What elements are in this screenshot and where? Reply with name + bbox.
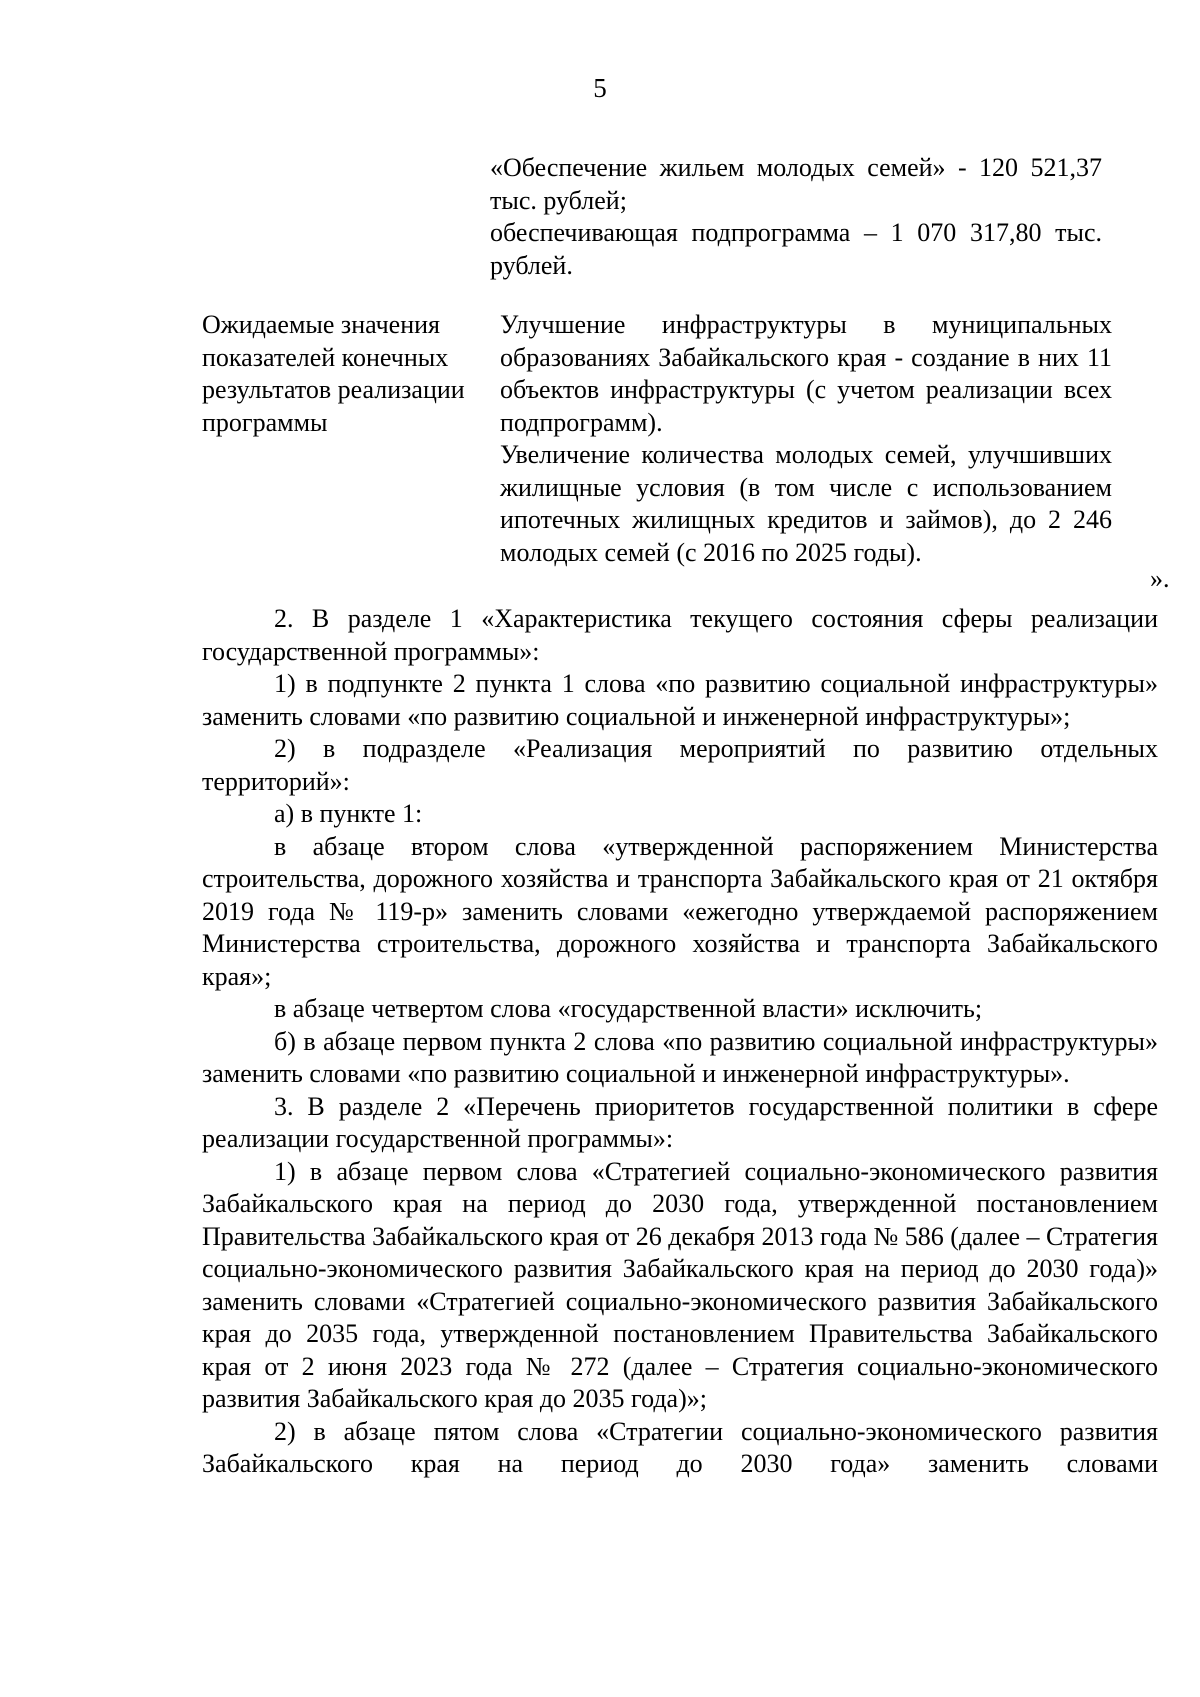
paragraph: б) в абзаце первом пункта 2 слова «по развитию социальной инфраструктуры» заменить словами «по развитию социальной и инженерной инфраструктуры». [202,1026,1158,1088]
paragraph: 2) в подразделе «Реализация мероприятий по развитию отдельных территорий»: [202,734,1158,796]
paragraph: 3. В разделе 2 «Перечень приоритетов государственной политики в сфере реализации государственной программы»: [202,1091,1158,1153]
funding-row [202,152,1112,282]
paragraph: в абзаце четвертом слова «государственной власти» исключить; [274,994,983,1023]
row-label: Ожидаемые значения показателей конечных результатов реализации программы [202,310,465,437]
paragraph: в абзаце втором слова «утвержденной распоряжением Министерства строительства, дорожного хозяйства и транспорта Забайкальского края от 21 октября 2019 года № 119-р» заменить словами «ежегодно утверждаемой распоряжением Министерства строительства, дорожного хозяйства и транспорта Забайкальского края»; [202,831,1158,991]
document-body [202,603,1158,1481]
paragraph: а) в пункте 1: [274,799,423,828]
paragraph: 2) в абзаце пятом слова «Стратегии социально-экономического развития Забайкальского края на период до 2030 года» заменить словами [202,1416,1158,1478]
funding-cell [490,152,1102,282]
passport-table [202,152,1112,569]
funding-line: «Обеспечение жильем молодых семей» - 120 521,37 тыс. рублей; [490,153,1102,215]
row-values [500,309,1112,569]
closing-quote-mark: ». [1150,564,1170,593]
expected-results-row [202,309,1112,569]
paragraph: 2. В разделе 1 «Характеристика текущего состояния сферы реализации государственной программы»: [202,604,1158,666]
row-value: Увеличение количества молодых семей, улучшивших жилищные условия (в том числе с использованием ипотечных жилищных кредитов и займов), до 2 246 молодых семей (с 2016 по 2025 годы). [500,440,1112,567]
page-number: 5 [593,73,607,103]
row-value: Улучшение инфраструктуры в муниципальных образованиях Забайкальского края - создание в них 11 объектов инфраструктуры (с учетом реализации всех подпрограмм). [500,310,1112,437]
funding-line: обеспечивающая подпрограмма – 1 070 317,80 тыс. рублей. [490,218,1102,280]
paragraph: 1) в абзаце первом слова «Стратегией социально-экономического развития Забайкальского края на период до 2030 года, утвержденной постановлением Правительства Забайкальского края от 26 декабря 2013 года № 586 (далее – Стратегия социально-экономического развития Забайкальского края на период до 2030 года)» заменить словами «Стратегией социально-экономического развития Забайкальского края до 2035 года, утвержденной постановлением Правительства Забайкальского края от 2 июня 2023 года № 272 (далее – Стратегия социально-экономического развития Забайкальского края до 2035 года)»; [202,1156,1158,1413]
paragraph: 1) в подпункте 2 пункта 1 слова «по развитию социальной инфраструктуры» заменить словами «по развитию социальной и инженерной инфраструктуры»; [202,669,1158,731]
